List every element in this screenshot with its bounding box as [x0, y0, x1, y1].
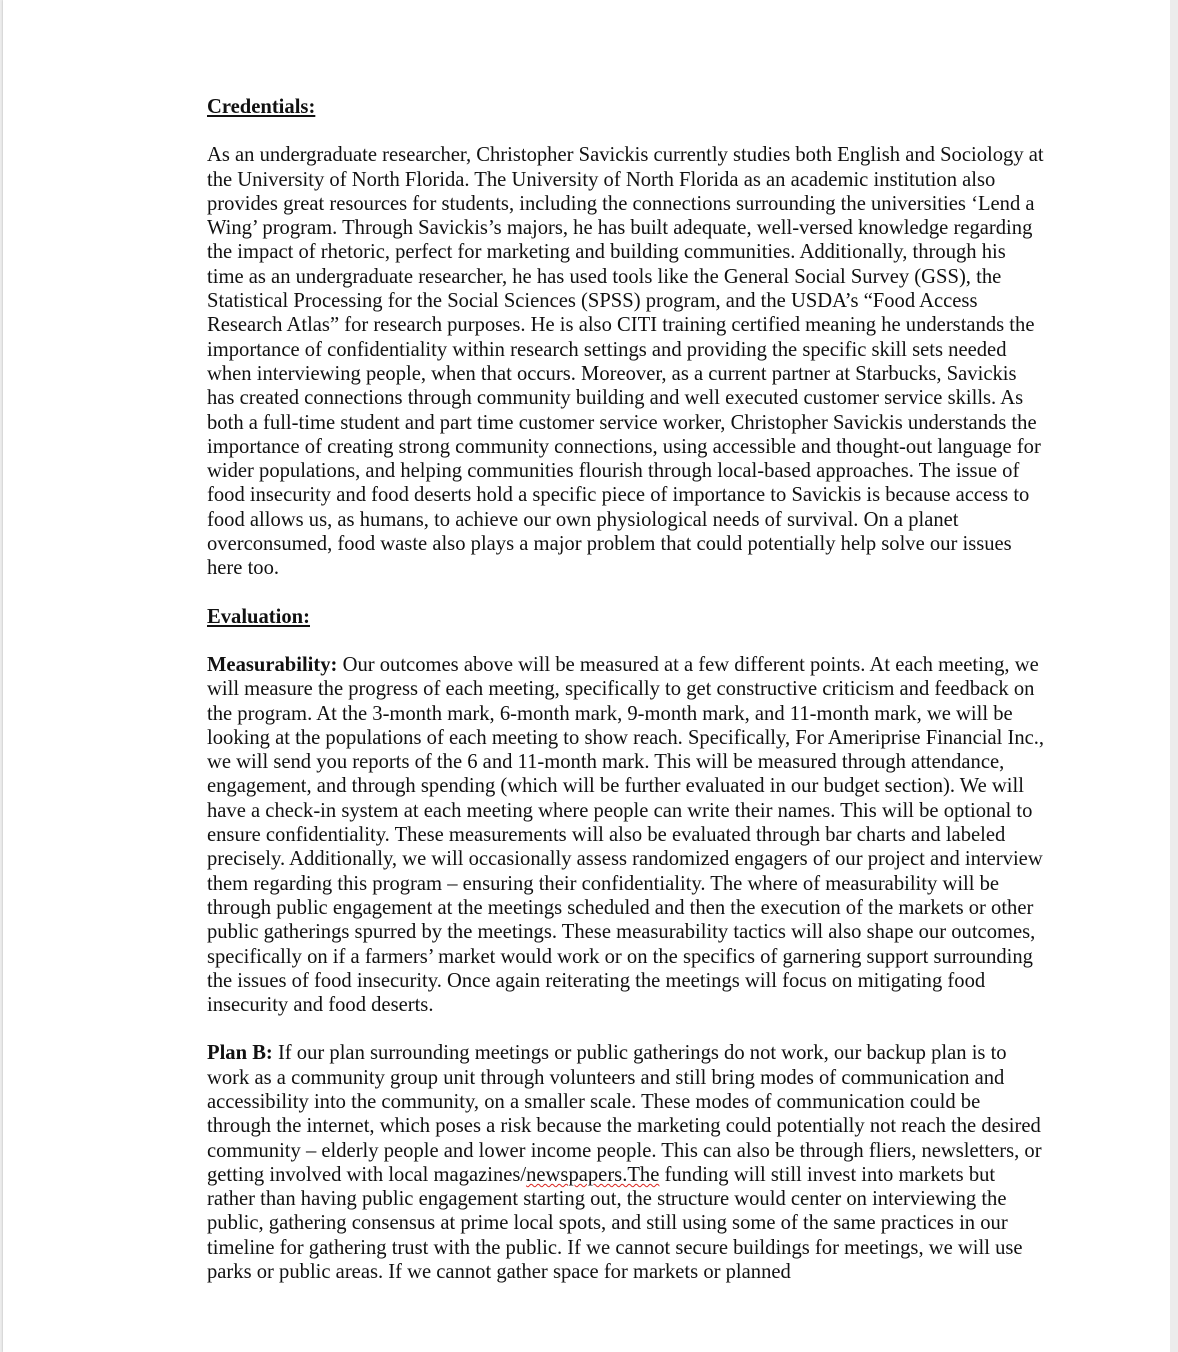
document-page	[3, 0, 1170, 1352]
plan-b-label: Plan B:	[207, 1042, 273, 1065]
credentials-heading: Credentials:	[207, 96, 316, 118]
measurability-text: Our outcomes above will be measured at a few different points. At each meeting, we will measure the progress of each meeting, specifically to get constructive criticism and feedback on the program. At the 3-month mark, 6-month mark, 9-month mark, and 11-month mark, we will be looking at the populations of each meeting to show reach. Specifically, For Ameriprise Financial Inc., we will send you reports of the 6 and 11-month mark. This will be measured through attendance, engagement, and through spending (which will be further evaluated in our budget section). We will have a check-in system at each meeting where people can write their names. This will be optional to ensure confidentiality. These measurements will also be evaluated through bar charts and labeled precisely. Additionally, we will occasionally assess randomized engagers of our project and interview them regarding this program – ensuring their confidentiality. The where of measurability will be through public engagement at the meetings scheduled and then the execution of the markets or other public gatherings spurred by the meetings. These measurability tactics will also shape our outcomes, specifically on if a farmers’ market would work or on the specifics of garnering support surrounding the issues of food insecurity. Once again reiterating the meetings will focus on mitigating food insecurity and food deserts.	[207, 653, 1045, 1017]
evaluation-heading: Evaluation:	[207, 605, 310, 628]
plan-b-text-before: If our plan surrounding meetings or public gatherings do not work, our backup plan is to work as a community group unit through volunteers and still bring modes of communication and accessibility into the community, on a smaller scale. These modes of communication could be through the internet, which poses a risk because the marketing could potentially not reach the desired community – elderly people and lower income people. This can also be through fliers, newsletters, or getting involved with local magazines/	[207, 1042, 1042, 1186]
measurability-paragraph	[207, 653, 1047, 1017]
plan-b-text-after: funding will still invest into markets but rather than having public engagement starting out, the structure would center on interviewing the public, gathering consensus at prime local spots, and still using some of the same practices in our timeline for gathering trust with the public. If we cannot secure buildings for meetings, we will use parks or public areas. If we cannot gather space for markets or planned	[207, 1163, 1023, 1284]
credentials-paragraph: As an undergraduate researcher, Christopher Savickis currently studies both English and Sociology at the University of North Florida. The University of North Florida as an academic institution also provides great resources for students, including the connections surrounding the universities ‘Lend a Wing’ program. Through Savickis’s majors, he has built adequate, well-versed knowledge regarding the impact of rhetoric, perfect for marketing and building communities. Additionally, through his time as an undergraduate researcher, he has used tools like the General Social Survey (GSS), the Statistical Processing for the Social Sciences (SPSS) program, and the USDA’s “Food Access Research Atlas” for research purposes. He is also CITI training certified meaning he understands the importance of confidentiality within research settings and providing the specific skill sets needed when interviewing people, when that occurs. Moreover, as a current partner at Starbucks, Savickis has created connections through community building and well executed customer service skills. As both a full-time student and part time customer service worker, Christopher Savickis understands the importance of creating strong community connections, using accessible and thought-out language for wider populations, and helping communities flourish through local-based approaches. The issue of food insecurity and food deserts hold a specific piece of importance to Savickis is because access to food allows us, as humans, to achieve our own physiological needs of survival. On a planet overconsumed, food waste also plays a major problem that could potentially help solve our issues here too.	[207, 144, 1044, 580]
window-edge	[1170, 0, 1178, 1352]
document-body	[207, 95, 1047, 1308]
measurability-label: Measurability:	[207, 653, 338, 676]
spellcheck-flagged-word[interactable]: newspapers.The	[526, 1163, 660, 1186]
plan-b-paragraph	[207, 1041, 1047, 1284]
